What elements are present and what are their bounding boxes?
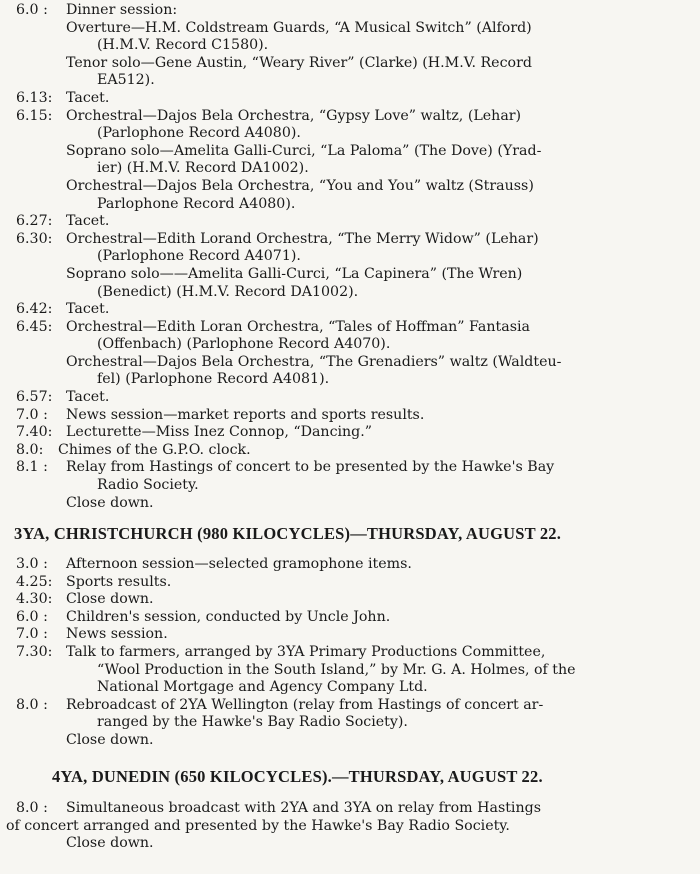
programme-text: (H.M.V. Record C1580). (97, 37, 269, 54)
programme-text: Close down. (66, 591, 154, 608)
programme-text: Lecturette—Miss Inez Connop, “Dancing.” (66, 424, 373, 441)
programme-text: Simultaneous broadcast with 2YA and 3YA on relay from Hastings (66, 800, 541, 816)
programme-text: National Mortgage and Agency Company Ltd. (97, 679, 428, 696)
programme-text: Orchestral—Dajos Bela Orchestra, “You and You” waltz (Strauss) (66, 177, 534, 194)
heading-3ya-christchurch: 3YA, CHRISTCHURCH (980 KILOCYCLES)—THURSDAY, AUGUST 22. (14, 524, 562, 543)
time-label: 8.0 : (16, 800, 48, 816)
programme-line (0, 108, 700, 126)
time-label: 6.45: (16, 318, 53, 335)
programme-line (0, 800, 700, 818)
programme-text: Tacet. (66, 89, 110, 106)
programme-text: (Benedict) (H.M.V. Record DA1002). (97, 283, 359, 300)
time-label: 6.57: (16, 389, 53, 406)
programme-line (0, 336, 700, 354)
programme-line (0, 556, 700, 574)
programme-line (0, 213, 700, 231)
programme-line (0, 371, 700, 389)
programme-text: Orchestral—Edith Lorand Orchestra, “The Merry Widow” (Lehar) (66, 230, 539, 247)
programme-line (0, 407, 700, 425)
programme-line (0, 477, 700, 495)
programme-text: Soprano solo—Amelita Galli-Curci, “La Paloma” (The Dove) (Yrad- (66, 142, 542, 159)
time-label: 6.0 : (16, 608, 48, 625)
programme-line (0, 424, 700, 442)
programme-text: Close down. (66, 835, 154, 852)
time-label: 8.0: (16, 441, 44, 458)
programme-line (0, 389, 700, 407)
programme-text: (Offenbach) (Parlophone Record A4070). (97, 336, 391, 353)
programme-line (0, 626, 700, 644)
programme-text: Close down. (66, 494, 154, 511)
programme-line (0, 662, 700, 680)
programme-text: Relay from Hastings of concert to be presented by the Hawke's Bay (66, 459, 555, 476)
time-label: 6.42: (16, 301, 53, 318)
time-label: 3.0 : (16, 556, 48, 572)
programme-text: Overture—H.M. Coldstream Guards, “A Musical Switch” (Alford) (66, 19, 532, 36)
programme-text: Tenor solo—Gene Austin, “Weary River” (Clarke) (H.M.V. Record (66, 54, 532, 71)
time-label: 4.25: (16, 573, 53, 590)
programme-text: News session—market reports and sports results. (66, 406, 425, 423)
programme-text: of concert arranged and presented by the Hawke's Bay Radio Society. (6, 817, 510, 834)
programme-text: Tacet. (66, 389, 110, 406)
programme-text: Radio Society. (97, 477, 199, 494)
programme-line (0, 37, 700, 55)
time-label: 8.0 : (16, 696, 48, 713)
programme-line (0, 248, 700, 266)
programme-line (0, 319, 700, 337)
programme-text: (Parlophone Record A4071). (97, 248, 301, 265)
programme-text: Orchestral—Edith Loran Orchestra, “Tales of Hoffman” Fantasia (66, 318, 530, 335)
programme-line (0, 266, 700, 284)
programme-line (0, 178, 700, 196)
programme-line (0, 72, 700, 90)
programme-text: Children's session, conducted by Uncle John. (66, 608, 391, 625)
programme-line (0, 143, 700, 161)
programme-line (0, 714, 700, 732)
programme-text: Tacet. (66, 213, 110, 230)
programme-line (0, 495, 700, 513)
time-label: 7.30: (16, 643, 53, 660)
section-3ya-christchurch (0, 556, 700, 750)
programme-text: Parlophone Record A4080). (97, 195, 296, 212)
time-label: 6.15: (16, 107, 53, 124)
programme-text: “Wool Production in the South Island,” by Mr. G. A. Holmes, of the (97, 661, 576, 678)
time-label: 6.30: (16, 230, 53, 247)
programme-line (0, 442, 700, 460)
programme-text: Orchestral—Dajos Bela Orchestra, “Gypsy Love” waltz, (Lehar) (66, 107, 522, 124)
time-label: 4.30: (16, 591, 53, 608)
time-label: 6.27: (16, 213, 53, 230)
programme-text: Chimes of the G.P.O. clock. (58, 441, 251, 458)
programme-line (0, 679, 700, 697)
time-label: 8.1 : (16, 459, 48, 476)
time-label: 7.0 : (16, 626, 48, 643)
programme-text: Soprano solo——Amelita Galli-Curci, “La Capinera” (The Wren) (66, 265, 523, 282)
programme-text: ranged by the Hawke's Bay Radio Society). (97, 714, 408, 731)
programme-text: EA512). (97, 72, 155, 89)
programme-line (0, 697, 700, 715)
time-label: 7.0 : (16, 406, 48, 423)
programme-line (0, 301, 700, 319)
programme-text: Dinner session: (66, 2, 178, 18)
programme-text: Talk to farmers, arranged by 3YA Primary Productions Committee, (66, 643, 546, 660)
programme-line (0, 2, 700, 20)
programme-line (0, 354, 700, 372)
programme-line (0, 160, 700, 178)
time-label: 6.13: (16, 89, 53, 106)
programme-text: Rebroadcast of 2YA Wellington (relay from Hastings of concert ar- (66, 696, 544, 713)
time-label: 6.0 : (16, 2, 48, 18)
heading-4ya-dunedin: 4YA, DUNEDIN (650 KILOCYCLES).—THURSDAY, AUGUST 22. (52, 767, 543, 786)
programme-line (0, 125, 700, 143)
programme-line (0, 459, 700, 477)
programme-text: fel) (Parlophone Record A4081). (97, 371, 330, 388)
section-4ya-dunedin (0, 800, 700, 853)
programme-line (0, 732, 700, 750)
programme-line (0, 644, 700, 662)
programme-line (0, 20, 700, 38)
programme-text: Close down. (66, 731, 154, 748)
programme-line (0, 55, 700, 73)
programme-line (0, 231, 700, 249)
programme-text: (Parlophone Record A4080). (97, 125, 301, 142)
programme-text: News session. (66, 626, 168, 643)
programme-line (0, 835, 700, 853)
programme-line (0, 591, 700, 609)
programme-text: Sports results. (66, 573, 172, 590)
programme-line (0, 284, 700, 302)
time-label: 7.40: (16, 424, 53, 441)
programme-text: Tacet. (66, 301, 110, 318)
programme-text: Orchestral—Dajos Bela Orchestra, “The Grenadiers” waltz (Waldteu- (66, 353, 562, 370)
programme-text: Afternoon session—selected gramophone items. (66, 556, 412, 572)
programme-line (0, 90, 700, 108)
programme-text: ier) (H.M.V. Record DA1002). (97, 160, 309, 177)
programme-line (0, 574, 700, 592)
programme-line (0, 609, 700, 627)
section-2ya-evening (0, 2, 700, 512)
programme-line (0, 818, 700, 836)
programme-line (0, 196, 700, 214)
